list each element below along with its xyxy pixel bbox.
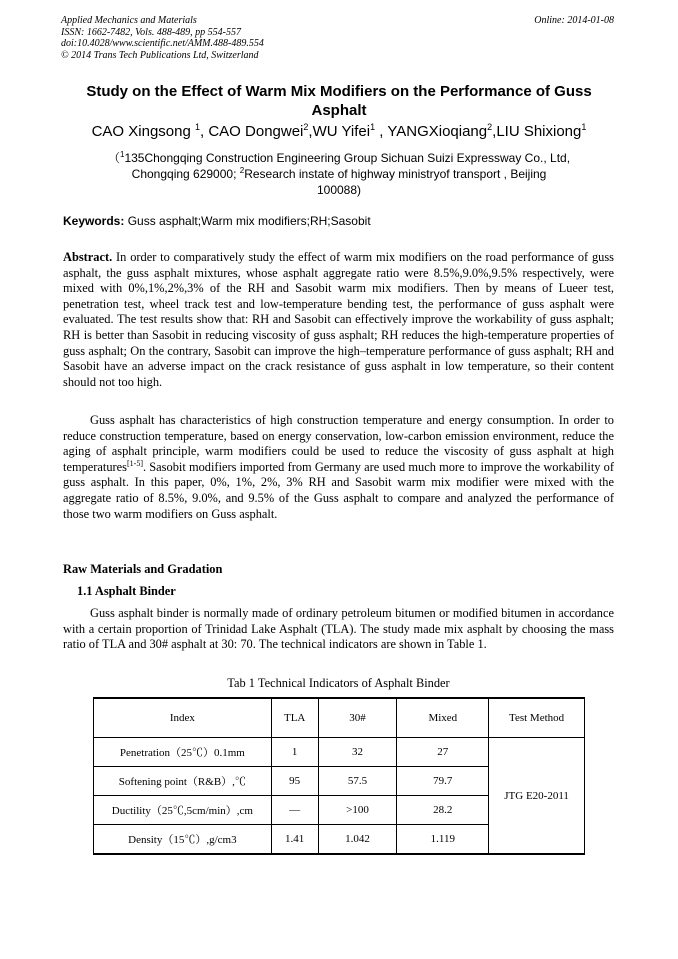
binder-paragraph: Guss asphalt binder is normally made of ordinary petroleum bitumen or modified bitumen in accordance with a certain proportion of Trinidad Lake Asphalt (TLA). The study made mix asphalt by choosing the mass ratio of TLA and 30# asphalt at 30: 70. The technical indicators are shown in Table 1. (63, 606, 614, 652)
table-cell: 95 (271, 767, 318, 796)
asphalt-binder-table (93, 697, 585, 855)
affiliation-text-1: 135Chongqing Construction Engineering Group Sichuan Suizi Expressway Co., Ltd, (124, 151, 571, 165)
affiliation-text-2a: Chongqing 629000; (131, 167, 240, 181)
author-separator: , (375, 123, 388, 140)
intro-text-2: . Sasobit modifiers imported from Germany are used much more to improve the workability of guss asphalt. In this paper, 0%, 1%, 2%, 3% RH and Sasobit warm mix modifier were mixed with the aggregate ratio of 8.5%, 9.0%, and 9.5% of the Guss asphalt to compare and analyzed the performance of those two warm modifiers on Guss asphalt. (63, 459, 614, 521)
author-affil-mark: 2 (303, 122, 309, 132)
table-header-cell: Mixed (397, 698, 489, 738)
author-affil-mark: 1 (581, 122, 587, 132)
author-name: CAO Dongwei (208, 123, 304, 140)
affiliation-mark-2: 2 (239, 166, 245, 175)
doi-line: doi:10.4028/www.scientific.net/AMM.488-489.554 (61, 38, 264, 49)
author-list (40, 122, 638, 142)
affiliation-line-1 (100, 150, 578, 166)
affiliation (100, 150, 578, 198)
citation: [1-5] (127, 458, 143, 468)
abstract-label: Abstract. (63, 250, 113, 264)
table-cell: Penetration（25℃）0.1mm (94, 738, 272, 767)
affiliation-line-3: 100088) (316, 183, 362, 197)
table-header-cell: 30# (318, 698, 397, 738)
author-affil-mark: 2 (487, 122, 493, 132)
table-cell: — (271, 796, 318, 825)
table-cell: 32 (318, 738, 397, 767)
journal-header (61, 15, 264, 61)
test-method-cell: JTG E20-2011 (489, 738, 585, 855)
table-cell: 1.41 (271, 825, 318, 855)
section-heading: Raw Materials and Gradation (63, 562, 223, 576)
table-header-cell: Test Method (489, 698, 585, 738)
table-cell: 1 (271, 738, 318, 767)
paper-title (56, 82, 622, 120)
table-cell: 79.7 (397, 767, 489, 796)
author-separator: , (492, 123, 497, 140)
table-header-cell: Index (94, 698, 272, 738)
author-affil-mark: 1 (370, 122, 376, 132)
author-affil-mark: 1 (194, 122, 200, 132)
affiliation-mark-1: 1 (119, 150, 125, 159)
affiliation-text-2b: Research instate of highway ministryof transport , Beijing (244, 167, 547, 181)
table-cell: 57.5 (318, 767, 397, 796)
keywords (63, 214, 371, 228)
table-header-row (94, 698, 585, 738)
affiliation-open-paren: （ (107, 151, 120, 165)
abstract (63, 250, 614, 390)
journal-name: Applied Mechanics and Materials (61, 15, 197, 26)
table-cell: 27 (397, 738, 489, 767)
table-cell: 28.2 (397, 796, 489, 825)
author-name: YANGXioqiang (387, 123, 488, 140)
title-line-1: Study on the Effect of Warm Mix Modifiers on the Performance of Guss (86, 83, 592, 100)
affiliation-line-2 (100, 166, 578, 182)
copyright-line: © 2014 Trans Tech Publications Ltd, Switzerland (61, 49, 259, 61)
author-separator: , (308, 123, 313, 140)
intro-paragraph (63, 413, 614, 522)
table-cell: 1.119 (397, 825, 489, 855)
author-name: LIU Shixiong (496, 123, 582, 140)
table-header-cell: TLA (271, 698, 318, 738)
table-cell: >100 (318, 796, 397, 825)
subsection-heading: 1.1 Asphalt Binder (77, 584, 176, 598)
author-name: CAO Xingsong (91, 123, 195, 140)
online-date: Online: 2014-01-08 (534, 15, 614, 26)
keywords-label: Keywords: (63, 214, 125, 228)
table-cell: Softening point（R&B）,℃ (94, 767, 272, 796)
table-row (94, 738, 585, 767)
abstract-text: In order to comparatively study the effect of warm mix modifiers on the road performance of guss asphalt, the guss asphalt mixtures, whose asphalt aggregate ratio were 8.5%,9.0%,9.5% respectively, were mixed with 0%,1%,2%,3% of the RH and Sasobit warm mix modifiers. Then by means of Lueer test, penetration test, wheel track test and low-temperature bending test, the performance of guss asphalt were evaluated. The test results show that: RH and Sasobit can effectively improve the workability of guss asphalt; RH is better than Sasobit in reducing viscosity of guss asphalt; RH reduces the high-temperature properties of guss asphalt; On the contrary, Sasobit can improve the high–temperature performance of guss asphalt; RH and Sasobit have an adverse impact on the crack resistance of guss asphalt in low temperature, so their content should not too high. (63, 250, 614, 389)
author-separator: , (200, 123, 209, 140)
keywords-text: Guss asphalt;Warm mix modifiers;RH;Sasobit (124, 214, 371, 228)
title-line-2: Asphalt (311, 102, 367, 119)
table-cell: Ductility（25℃,5cm/min）,cm (94, 796, 272, 825)
table-caption: Tab 1 Technical Indicators of Asphalt Binder (227, 676, 450, 690)
table-cell: 1.042 (318, 825, 397, 855)
intro-text-1: Guss asphalt has characteristics of high construction temperature and energy consumption. In order to reduce construction temperature, based on energy conservation, low-carbon emission environment, reduce the aging of asphalt principle, warm modifiers could be used to reduce the viscosity of guss asphalt at high temperatures (63, 413, 614, 474)
author-name: WU Yifei (312, 123, 371, 140)
table-cell: Density（15℃）,g/cm3 (94, 825, 272, 855)
issn-line: ISSN: 1662-7482, Vols. 488-489, pp 554-557 (61, 26, 241, 38)
